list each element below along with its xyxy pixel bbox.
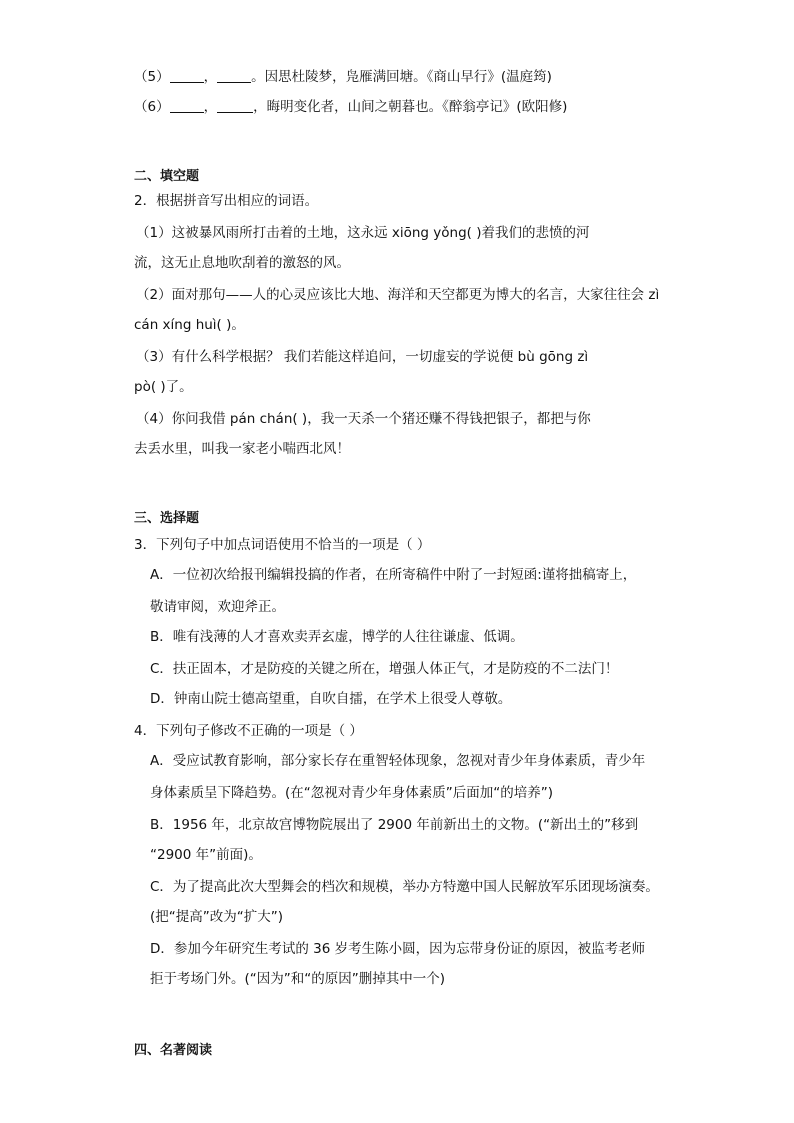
- q2-line: 流，这无止息地吹刮着的激怒的风。: [134, 255, 350, 271]
- section-heading-fill-in: 二、填空题: [134, 169, 200, 184]
- answer-blank[interactable]: [170, 68, 204, 83]
- answer-blank[interactable]: [217, 98, 253, 113]
- question-3-title: 3．下列句子中加点词语使用不恰当的一项是（ ）: [134, 537, 431, 553]
- q2-line: （2）面对那句——人的心灵应该比大地、海洋和天空都更为博大的名言，大家往往会 zì: [136, 287, 660, 303]
- section-heading-choice: 三、选择题: [134, 511, 200, 526]
- question-2-title: 2．根据拼音写出相应的词语。: [134, 193, 319, 209]
- section-heading-reading: 四、名著阅读: [134, 1043, 213, 1058]
- q3-option[interactable]: B．唯有浅薄的人才喜欢卖弄玄虚，博学的人往往谦虚、低调。: [150, 629, 524, 645]
- q4-option[interactable]: A．受应试教育影响，部分家长存在重智轻体现象，忽视对青少年身体素质，青少年: [150, 753, 646, 769]
- q2-line: cán xíng huì( )。: [134, 317, 245, 333]
- q4-option: “2900 年”前面)。: [150, 847, 262, 863]
- q2-line: （3）有什么科学根据？ 我们若能这样追问，一切虚妄的学说便 bù gōng zì: [136, 349, 589, 365]
- q4-option: 身体素质呈下降趋势。(在“忽视对青少年身体素质”后面加“的培养”): [150, 785, 554, 801]
- q4-option[interactable]: B．1956 年，北京故宫博物院展出了 2900 年前新出土的文物。(“新出土的”移到: [150, 817, 639, 833]
- question-4-title: 4．下列句子修改不正确的一项是（ ）: [134, 723, 363, 739]
- q2-line: 去丢水里，叫我一家老小喘西北风！: [134, 441, 350, 457]
- q2-line: （4）你问我借 pán chán( )，我一天杀一个猪还赚不得钱把银子，都把与你: [136, 411, 591, 427]
- answer-blank[interactable]: [170, 98, 204, 113]
- q2-line: （1）这被暴风雨所打击着的土地，这永远 xiōng yǒng( )着我们的悲愤的河: [136, 225, 590, 241]
- q4-option[interactable]: D．参加今年研究生考试的 36 岁考生陈小圆，因为忘带身份证的原因，被监考老师: [150, 941, 646, 957]
- q3-option[interactable]: A．一位初次给报刊编辑投搞的作者，在所寄稿件中附了一封短函:谨将拙稿寄上，: [150, 567, 637, 583]
- q4-option: (把“提高”改为“扩大”): [150, 909, 284, 925]
- q4-option[interactable]: C．为了提高此次大型舞会的档次和规模，举办方特邀中国人民解放军乐团现场演奏。: [150, 879, 659, 895]
- q3-option[interactable]: D．钟南山院士德高望重，自吹自擂，在学术上很受人尊敬。: [150, 691, 512, 707]
- answer-blank[interactable]: [217, 68, 251, 83]
- q2-line: pò( )了。: [134, 379, 193, 395]
- q4-option: 拒于考场门外。(“因为”和“的原因”删掉其中一个): [150, 971, 446, 987]
- item-6: （6） ， ，晦明变化者，山间之朝暮也。《醉翁亭记》(欧阳修): [134, 99, 568, 115]
- item-5: （5） ， 。因思杜陵梦，凫雁满回塘。《商山早行》(温庭筠): [134, 69, 552, 85]
- q3-option[interactable]: C．扶正固本，才是防疫的关键之所在，增强人体正气，才是防疫的不二法门！: [150, 661, 619, 677]
- q3-option: 敬请审阅，欢迎斧正。: [150, 599, 285, 615]
